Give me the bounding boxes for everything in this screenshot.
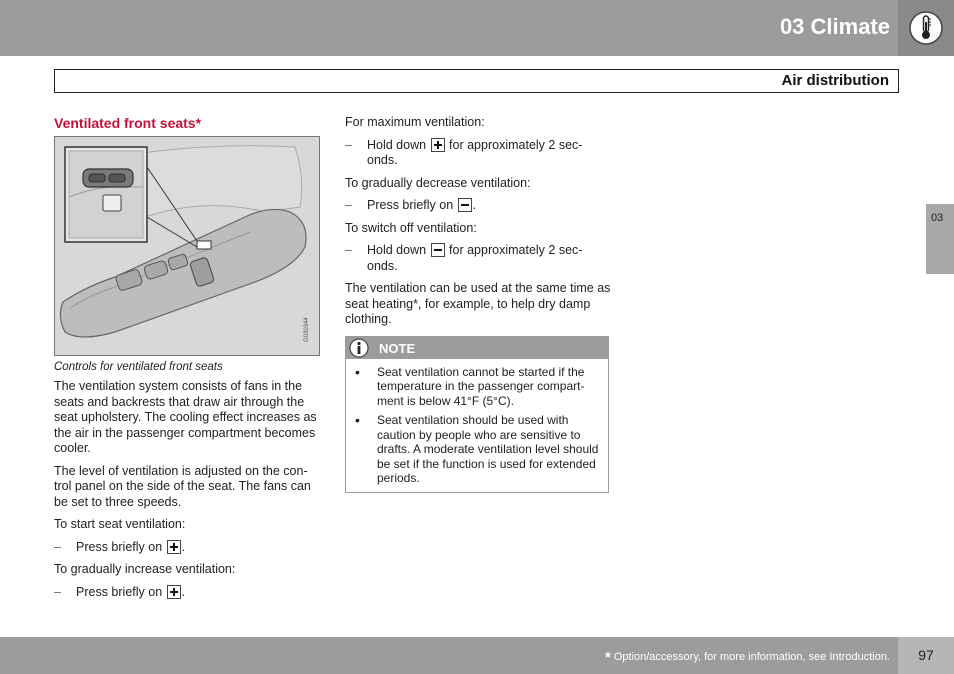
section-title: Air distribution	[781, 72, 889, 89]
max-step	[345, 138, 611, 169]
start-label: To start seat ventilation:	[54, 517, 186, 531]
step-end: .	[472, 198, 477, 212]
max-label: For maximum ventilation:	[345, 115, 485, 129]
note-label: NOTE	[379, 340, 416, 356]
minus-button-icon	[431, 243, 445, 257]
left-column	[54, 115, 320, 607]
off-step-text-b: for approximately 2 sec-onds.	[367, 243, 583, 273]
start-step-text: Press briefly on	[76, 539, 163, 554]
seat-controls-illustration	[54, 136, 320, 356]
right-column	[345, 115, 611, 493]
section-header	[54, 69, 899, 93]
page-number-box	[898, 637, 954, 674]
increase-label: To gradually increase ventilation:	[54, 562, 236, 576]
footer-star: *	[605, 649, 611, 666]
max-step-text-a: Hold down	[367, 137, 427, 152]
increase-step-text: Press briefly on	[76, 584, 163, 599]
thermometer-icon	[908, 10, 944, 46]
max-step-text-b: for approximately 2 sec-onds.	[367, 137, 583, 167]
heating-paragraph: The ventilation can be used at the same time as seat heating*, for example, to help dry damp clothing.	[345, 281, 611, 326]
start-step	[54, 540, 320, 556]
footer-bar	[0, 637, 954, 674]
chapter-header-bar	[0, 0, 954, 56]
intro-paragraph: The ventilation system consists of fans in the seats and backrests that draw air through the seat upholstery. The cooling effect increases as the air in the passenger compartment becomes cooler.	[54, 379, 317, 455]
level-paragraph: The level of ventilation is adjusted on the con-trol panel on the side of the seat. The fans can be set to three speeds.	[54, 463, 311, 509]
off-step	[345, 243, 611, 274]
note-list	[346, 359, 608, 492]
off-step-text-a: Hold down	[367, 243, 427, 257]
figure-caption: Controls for ventilated front seats	[54, 361, 223, 373]
minus-button-icon	[458, 198, 472, 212]
step-dash: –	[54, 539, 61, 554]
side-tab-label: 03	[931, 212, 944, 224]
note-item: • Seat ventilation should be used with caution by people who are sensitive to drafts. A moderate ventilation level should be set if the function is used for extended periods.	[346, 413, 600, 486]
decrease-step-text: Press briefly on	[367, 198, 454, 212]
decrease-step	[345, 198, 611, 214]
step-dash: –	[54, 584, 61, 599]
plus-button-icon	[167, 540, 181, 554]
step-end: .	[181, 539, 186, 554]
chapter-title: 03 Climate	[779, 14, 890, 39]
plus-button-icon	[167, 585, 181, 599]
info-icon	[349, 338, 369, 358]
decrease-label: To gradually decrease ventilation:	[345, 175, 531, 190]
note-item: • Seat ventilation cannot be started if the temperature in the passenger compart-ment is below 41°F (5°C).	[346, 365, 600, 409]
step-end: .	[181, 584, 186, 599]
step-dash: –	[345, 198, 352, 212]
page-number: 97	[918, 647, 934, 663]
footer-note-text: Option/accessory, for more information, see Introduction.	[613, 651, 890, 663]
seat-controls-drawing	[55, 137, 319, 355]
chapter-side-tab	[926, 204, 954, 274]
footer-note	[605, 649, 890, 666]
note-header	[346, 337, 608, 359]
note-box	[345, 336, 609, 493]
section-heading: Ventilated front seats*	[54, 115, 202, 131]
figure-code: G030344	[304, 317, 310, 342]
step-dash: –	[345, 243, 352, 257]
increase-step	[54, 585, 320, 601]
plus-button-icon	[431, 138, 445, 152]
step-dash: –	[345, 137, 352, 152]
chapter-icon-box	[898, 0, 954, 56]
off-label: To switch off ventilation:	[345, 220, 477, 235]
